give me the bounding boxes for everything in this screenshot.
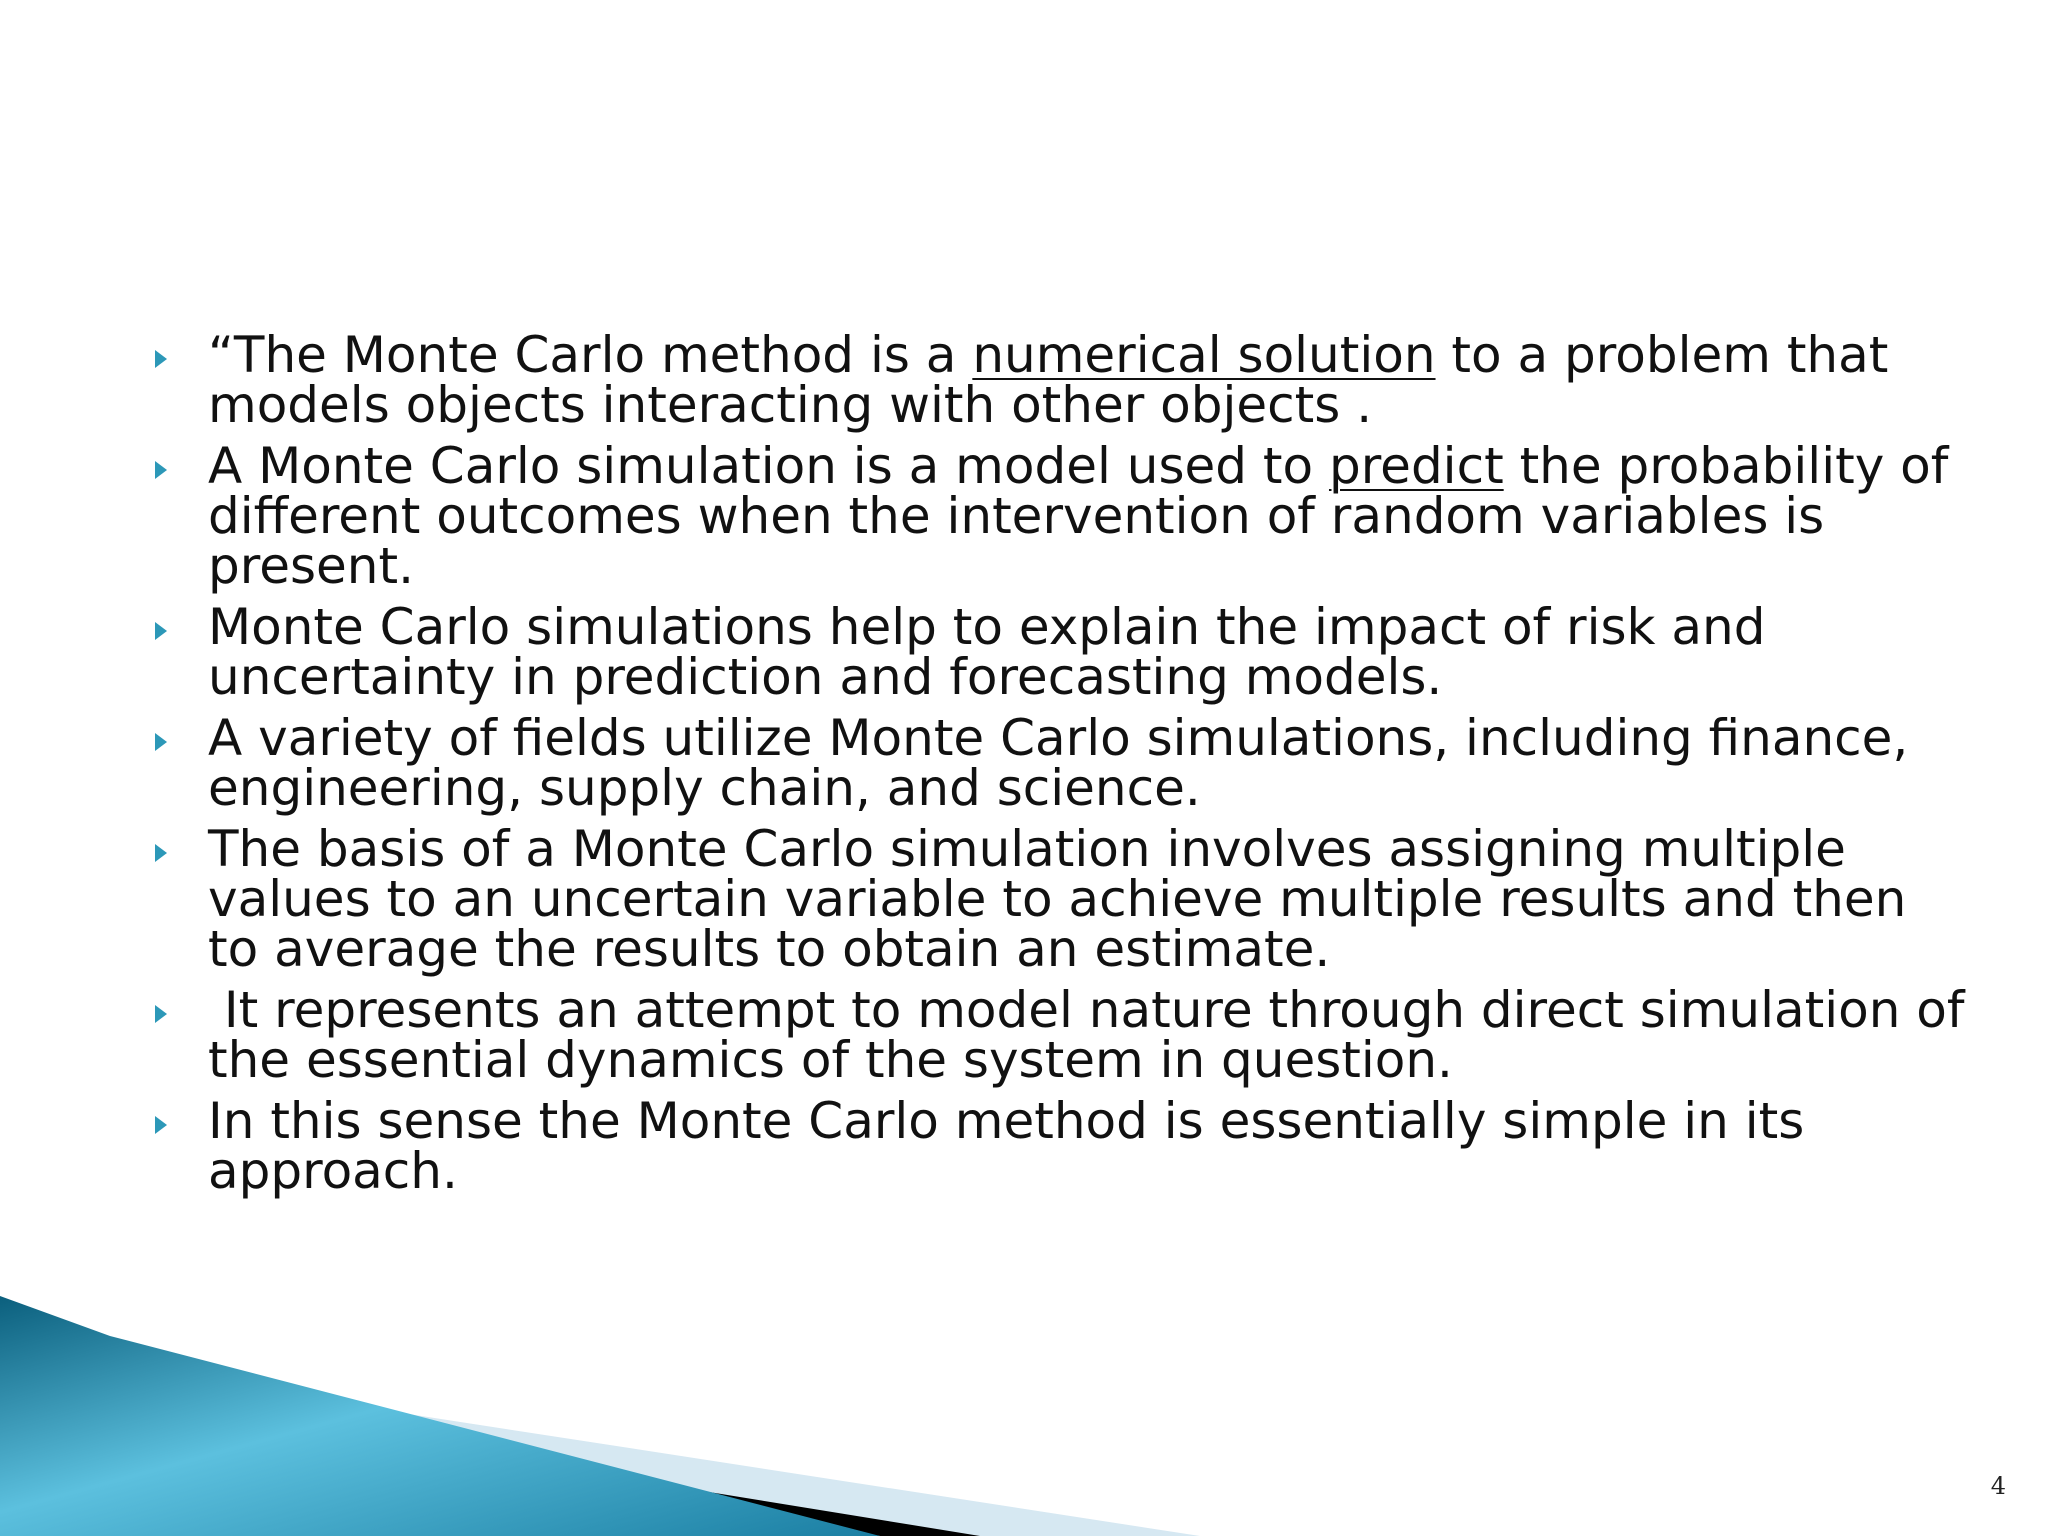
bullet-list [140, 326, 1970, 1207]
bullet-text: In this sense the Monte Carlo method is essentially simple in its approach. [208, 1092, 1805, 1200]
bullet-text: the probability of different outcomes when the intervention of random variables is present. [208, 437, 1949, 595]
bullet-text: A Monte Carlo simulation is a model used to [208, 437, 1329, 495]
bullet-item-5 [140, 820, 1970, 978]
bullet-text: The basis of a Monte Carlo simulation involves assigning multiple values to an uncertain variable to achieve multiple results and then to average the results to obtain an estimate. [208, 820, 1907, 978]
underlined-term-predict: predict [1328, 437, 1504, 495]
triangle-right-icon [155, 733, 167, 751]
triangle-right-icon [155, 461, 167, 479]
triangle-right-icon [155, 1116, 167, 1134]
bullet-text: to a problem that models objects interacting with other objects . [208, 326, 1889, 434]
bullet-text: Monte Carlo simulations help to explain the impact of risk and uncertainty in prediction and forecasting models. [208, 598, 1766, 706]
bullet-item-7 [140, 1092, 1970, 1200]
bullet-text: It represents an attempt to model nature through direct simulation of the essential dynamics of the system in question. [208, 981, 1965, 1089]
bullet-item-1 [140, 326, 1970, 434]
bullet-item-3 [140, 598, 1970, 706]
page-number: 4 [1990, 1472, 2006, 1500]
triangle-right-icon [155, 350, 167, 368]
bullet-item-4 [140, 709, 1970, 817]
triangle-right-icon [155, 1005, 167, 1023]
bullet-item-2 [140, 437, 1970, 595]
triangle-right-icon [155, 844, 167, 862]
decorative-swoosh [0, 1296, 2048, 1536]
bullet-item-6 [140, 981, 1970, 1089]
bullet-text: “The Monte Carlo method is a [208, 326, 973, 384]
underlined-term-numerical-solution: numerical solution [972, 326, 1436, 384]
bullet-text: A variety of fields utilize Monte Carlo simulations, including finance, engineering, supply chain, and science. [208, 709, 1909, 817]
triangle-right-icon [155, 622, 167, 640]
